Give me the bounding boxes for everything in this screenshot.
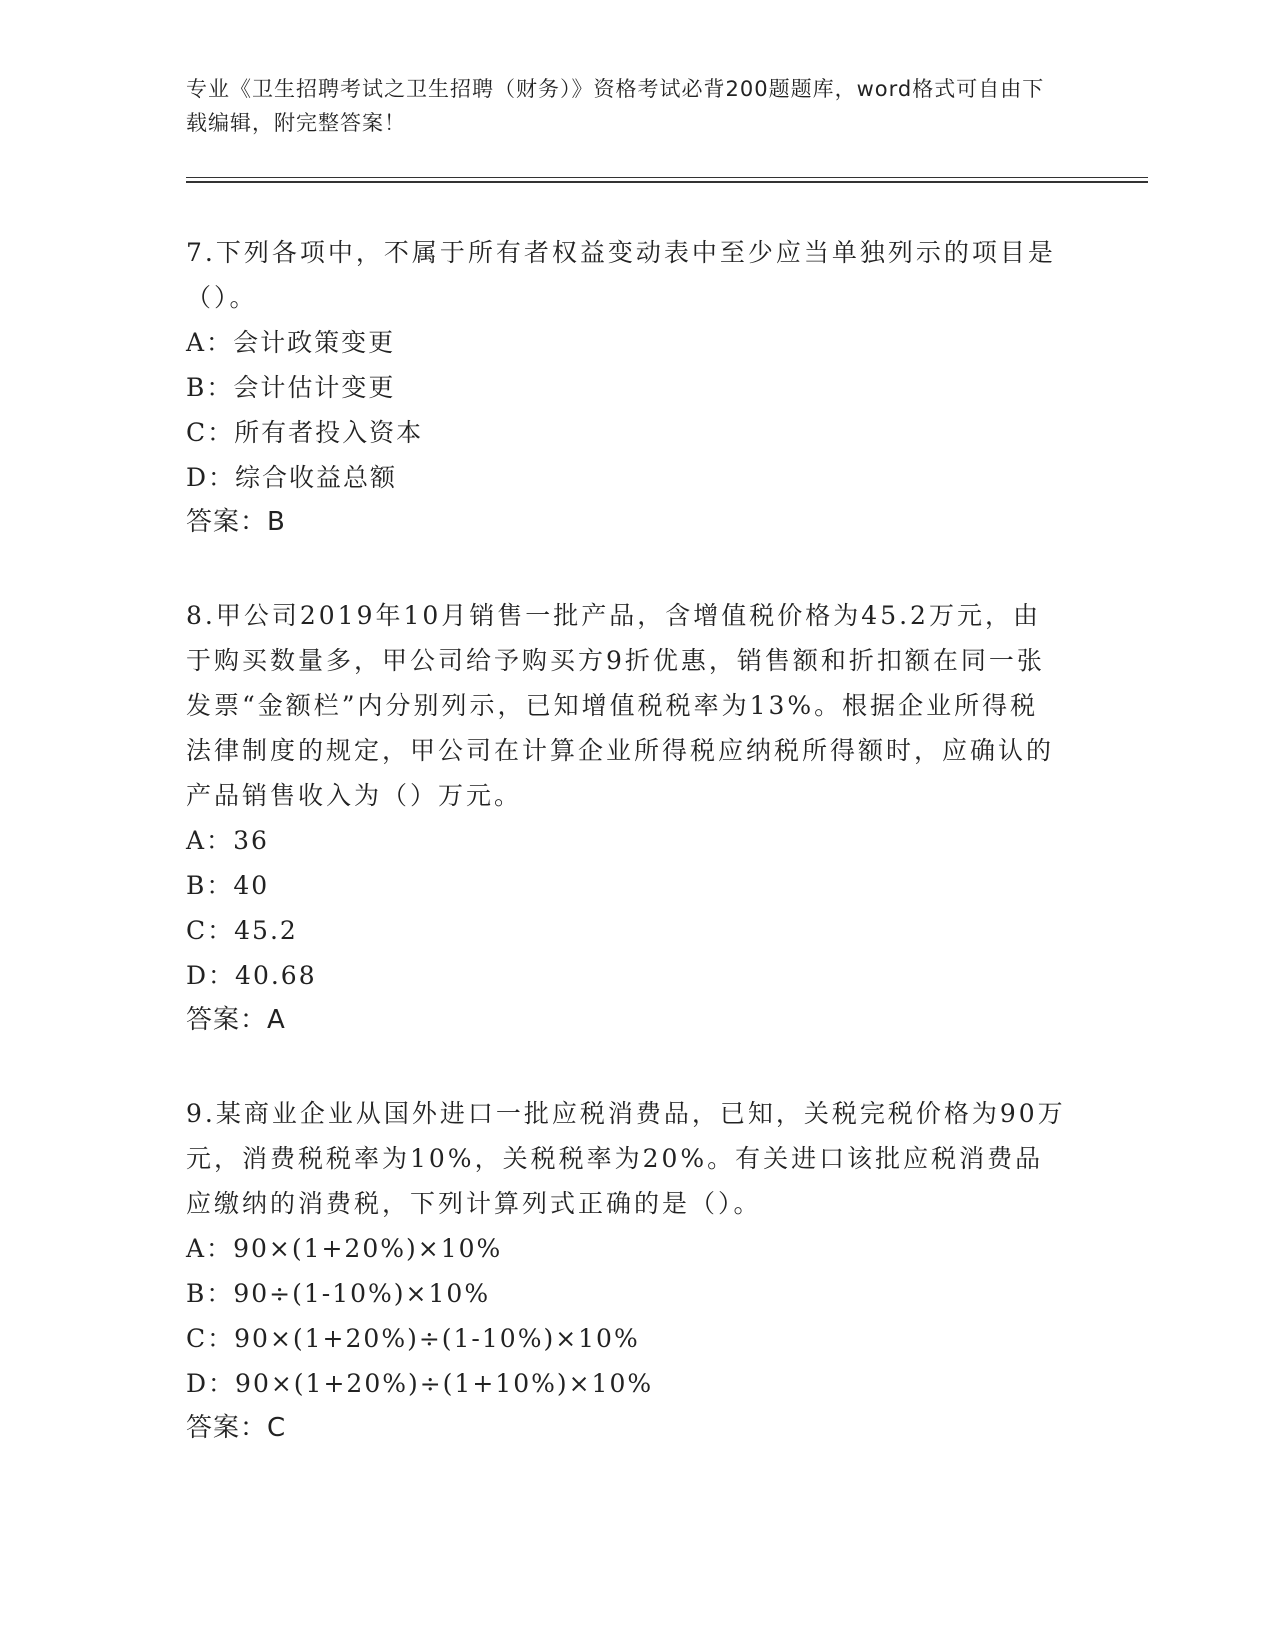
question-list bbox=[186, 230, 1066, 1499]
option-key: A： bbox=[186, 328, 234, 357]
option-b bbox=[186, 365, 1066, 410]
option-c bbox=[186, 410, 1066, 455]
answer-label: 答案： bbox=[186, 1005, 268, 1035]
option-key: D： bbox=[186, 1369, 236, 1398]
answer-line bbox=[186, 1406, 1066, 1451]
answer-label: 答案： bbox=[186, 1413, 268, 1443]
option-key: A： bbox=[186, 1234, 234, 1263]
question-9 bbox=[186, 1091, 1066, 1451]
answer-value: C bbox=[267, 1413, 287, 1443]
option-text: 40.68 bbox=[235, 961, 317, 990]
option-key: C： bbox=[186, 916, 235, 945]
option-key: C： bbox=[186, 418, 235, 447]
option-a bbox=[186, 818, 1066, 863]
option-key: B： bbox=[186, 871, 234, 900]
option-text: 90÷(1-10%)×10% bbox=[233, 1279, 491, 1308]
option-a bbox=[186, 1226, 1066, 1271]
option-d bbox=[186, 1361, 1066, 1406]
option-a bbox=[186, 320, 1066, 365]
question-stem: 8.甲公司2019年10月销售一批产品，含增值税价格为45.2万元，由于购买数量多，甲公司给予购买方9折优惠，销售额和折扣额在同一张发票“金额栏”内分别列示，已知增值税税率为13%。根据企业所得税法律制度的规定，甲公司在计算企业所得税应纳税所得额时，应确认的产品销售收入为（）万元。 bbox=[186, 601, 1055, 810]
option-text: 45.2 bbox=[234, 916, 298, 945]
answer-value: A bbox=[267, 1005, 286, 1035]
option-text: 40 bbox=[233, 871, 270, 900]
answer-line bbox=[186, 500, 1066, 545]
option-text: 90×(1+20%)×10% bbox=[233, 1234, 503, 1263]
document-header bbox=[186, 72, 1066, 140]
question-8 bbox=[186, 593, 1066, 1043]
option-key: C： bbox=[186, 1324, 235, 1353]
question-stem: 7.下列各项中，不属于所有者权益变动表中至少应当单独列示的项目是（）。 bbox=[186, 238, 1056, 312]
option-key: D： bbox=[186, 961, 236, 990]
option-b bbox=[186, 863, 1066, 908]
option-c bbox=[186, 1316, 1066, 1361]
option-key: B： bbox=[186, 373, 234, 402]
option-text: 综合收益总额 bbox=[235, 463, 398, 492]
option-text: 会计政策变更 bbox=[233, 328, 396, 357]
answer-label: 答案： bbox=[186, 507, 268, 537]
option-key: B： bbox=[186, 1279, 234, 1308]
option-d bbox=[186, 455, 1066, 500]
option-d bbox=[186, 953, 1066, 998]
option-text: 90×(1+20%)÷(1+10%)×10% bbox=[235, 1369, 654, 1398]
option-key: D： bbox=[186, 463, 236, 492]
question-7 bbox=[186, 230, 1066, 545]
option-text: 所有者投入资本 bbox=[234, 418, 424, 447]
option-c bbox=[186, 908, 1066, 953]
answer-value: B bbox=[267, 507, 286, 537]
option-key: A： bbox=[186, 826, 234, 855]
header-divider-thin bbox=[186, 177, 1148, 178]
option-text: 90×(1+20%)÷(1-10%)×10% bbox=[234, 1324, 640, 1353]
option-b bbox=[186, 1271, 1066, 1316]
option-text: 36 bbox=[233, 826, 269, 855]
option-text: 会计估计变更 bbox=[233, 373, 396, 402]
header-text: 专业《卫生招聘考试之卫生招聘（财务）》资格考试必背200题题库，word格式可自由下载编辑，附完整答案！ bbox=[186, 77, 1045, 135]
header-divider-thick bbox=[186, 181, 1148, 183]
question-stem: 9.某商业企业从国外进口一批应税消费品，已知，关税完税价格为90万元，消费税税率为10%，关税税率为20%。有关进口该批应税消费品应缴纳的消费税，下列计算列式正确的是（）。 bbox=[186, 1099, 1066, 1218]
answer-line bbox=[186, 998, 1066, 1043]
